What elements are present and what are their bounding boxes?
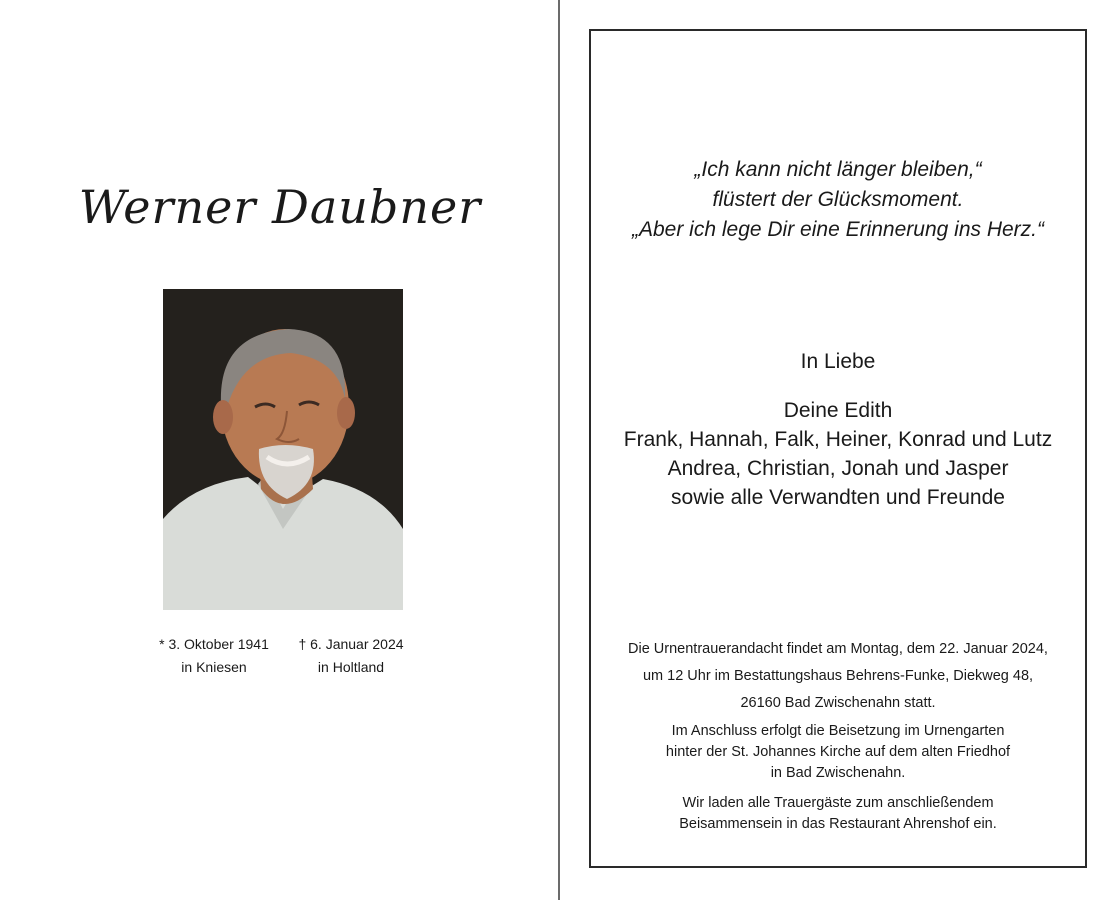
death-date: † 6. Januar 2024 (298, 636, 404, 652)
family-line: sowie alle Verwandten und Freunde (671, 486, 1005, 509)
family-block (600, 396, 1076, 512)
service-line: um 12 Uhr im Bestattungshaus Behrens-Funke, Diekweg 48, (642, 668, 1034, 684)
page-divider (558, 0, 560, 900)
family-line: Frank, Hannah, Falk, Heiner, Konrad und Lutz (623, 428, 1053, 451)
birth-date: * 3. Oktober 1941 (159, 636, 269, 652)
burial-info (600, 721, 1076, 784)
service-info (600, 636, 1076, 717)
birth-place: in Kniesen (181, 659, 247, 675)
death-place: in Holtland (317, 659, 385, 675)
service-line: Die Urnentrauerandacht findet am Montag, dem 22. Januar 2024, (628, 641, 1048, 657)
service-line: 26160 Bad Zwischenahn statt. (740, 695, 936, 711)
family-line: Andrea, Christian, Jonah und Jasper (667, 457, 1009, 480)
invitation-info (600, 793, 1076, 835)
in-love-line: In Liebe (800, 350, 876, 373)
burial-line: Im Anschluss erfolgt die Beisetzung im Urnengarten (671, 723, 1005, 739)
invitation-line: Wir laden alle Trauergäste zum anschließendem (682, 795, 994, 811)
quote-block (600, 155, 1076, 245)
burial-line: in Bad Zwischenahn. (770, 765, 906, 781)
portrait-photo (163, 289, 403, 610)
family-line: Deine Edith (783, 399, 893, 422)
quote-line: „Ich kann nicht länger bleiben,“ (694, 158, 982, 181)
quote-line: flüstert der Glücksmoment. (712, 188, 964, 211)
quote-line: „Aber ich lege Dir eine Erinnerung ins Herz.“ (631, 218, 1044, 241)
death-info (288, 633, 414, 679)
invitation-line: Beisammensein in das Restaurant Ahrenshof ein. (679, 816, 997, 832)
birth-info (154, 633, 274, 679)
deceased-name: Werner Daubner (78, 180, 482, 234)
burial-line: hinter der St. Johannes Kirche auf dem alten Friedhof (665, 744, 1011, 760)
